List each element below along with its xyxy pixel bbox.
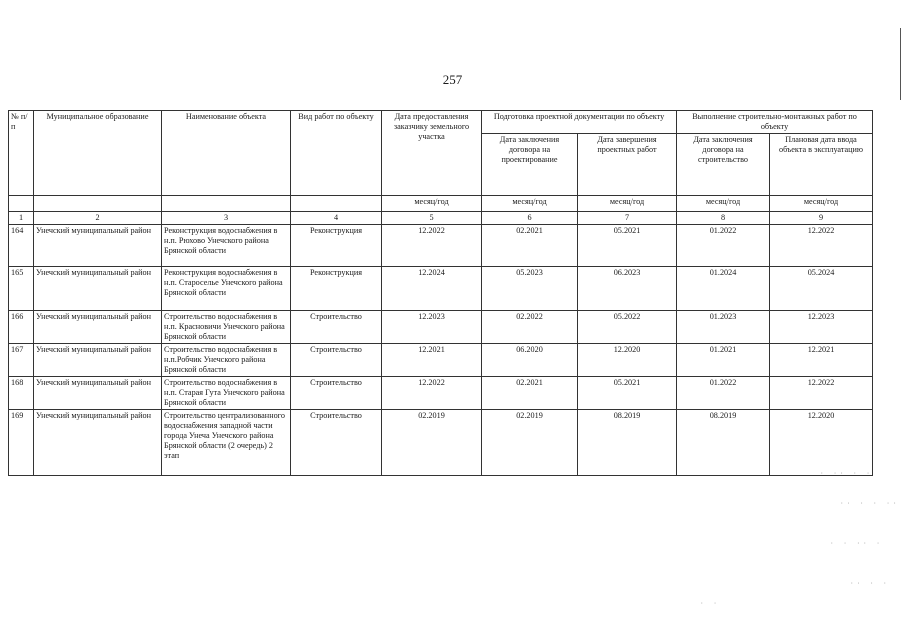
column-number: 8 <box>677 212 770 225</box>
cell-municipality: Унечский муниципальный район <box>34 311 162 344</box>
unit-cell <box>291 196 382 212</box>
cell-design-end-date: 06.2023 <box>578 267 677 311</box>
cell-index: 166 <box>9 311 34 344</box>
cell-commissioning-date: 12.2021 <box>770 344 873 377</box>
cell-municipality: Унечский муниципальный район <box>34 410 162 476</box>
scan-speckle: · · <box>700 600 720 607</box>
cell-construction-contract-date: 08.2019 <box>677 410 770 476</box>
cell-object-name: Строительство централизованного водоснабжения западной части города Унеча Унечского района Брянской области (2 очередь) 2 этап <box>162 410 291 476</box>
table-row <box>9 267 873 311</box>
cell-municipality: Унечский муниципальный район <box>34 267 162 311</box>
unit-cell <box>162 196 291 212</box>
header-municipality: Муниципальное образование <box>34 111 162 196</box>
header-design-contract-date: Дата заключения договора на проектирование <box>482 134 578 196</box>
cell-commissioning-date: 12.2022 <box>770 225 873 267</box>
page-number: 257 <box>442 72 463 87</box>
cell-work-type: Строительство <box>291 344 382 377</box>
cell-design-contract-date: 02.2022 <box>482 311 578 344</box>
unit-cell <box>34 196 162 212</box>
cell-commissioning-date: 12.2023 <box>770 311 873 344</box>
cell-work-type: Строительство <box>291 410 382 476</box>
header-object-name: Наименование объекта <box>162 111 291 196</box>
column-number: 3 <box>162 212 291 225</box>
column-number: 7 <box>578 212 677 225</box>
cell-municipality: Унечский муниципальный район <box>34 225 162 267</box>
cell-land-date: 12.2024 <box>382 267 482 311</box>
unit-cell: месяц/год <box>482 196 578 212</box>
scan-speckle: ·· · · ·· <box>840 500 900 507</box>
cell-design-end-date: 05.2022 <box>578 311 677 344</box>
table-row <box>9 311 873 344</box>
header-construction-contract-date: Дата заключения договора на строительство <box>677 134 770 196</box>
scan-speckle: ·· · · <box>850 580 890 587</box>
column-number: 2 <box>34 212 162 225</box>
cell-construction-contract-date: 01.2024 <box>677 267 770 311</box>
cell-design-end-date: 05.2021 <box>578 377 677 410</box>
cell-design-end-date: 05.2021 <box>578 225 677 267</box>
unit-cell <box>9 196 34 212</box>
cell-land-date: 02.2019 <box>382 410 482 476</box>
cell-land-date: 12.2021 <box>382 344 482 377</box>
cell-municipality: Унечский муниципальный район <box>34 344 162 377</box>
column-number: 9 <box>770 212 873 225</box>
cell-land-date: 12.2022 <box>382 377 482 410</box>
scan-speckle: · ·· · · <box>820 470 873 477</box>
header-index: № п/п <box>9 111 34 196</box>
column-number: 5 <box>382 212 482 225</box>
cell-index: 169 <box>9 410 34 476</box>
header-row-group <box>9 111 873 134</box>
cell-municipality: Унечский муниципальный район <box>34 377 162 410</box>
table-row <box>9 225 873 267</box>
table-row <box>9 344 873 377</box>
cell-commissioning-date: 12.2022 <box>770 377 873 410</box>
cell-design-contract-date: 05.2023 <box>482 267 578 311</box>
cell-index: 167 <box>9 344 34 377</box>
unit-cell: месяц/год <box>770 196 873 212</box>
header-construction-group: Выполнение строительно-монтажных работ по объекту <box>677 111 873 134</box>
cell-index: 164 <box>9 225 34 267</box>
header-commissioning-date: Плановая дата ввода объекта в эксплуатацию <box>770 134 873 196</box>
unit-cell: месяц/год <box>677 196 770 212</box>
scan-speckle: · · ·· · <box>830 540 883 547</box>
cell-commissioning-date: 12.2020 <box>770 410 873 476</box>
cell-object-name: Строительство водоснабжения в н.п. Красновичи Унечского района Брянской области <box>162 311 291 344</box>
cell-work-type: Строительство <box>291 377 382 410</box>
cell-land-date: 12.2022 <box>382 225 482 267</box>
cell-construction-contract-date: 01.2021 <box>677 344 770 377</box>
unit-cell: месяц/год <box>578 196 677 212</box>
cell-object-name: Строительство водоснабжения в н.п.Робчик Унечского района Брянской области <box>162 344 291 377</box>
cell-commissioning-date: 05.2024 <box>770 267 873 311</box>
cell-index: 165 <box>9 267 34 311</box>
objects-table <box>8 110 873 476</box>
column-number: 6 <box>482 212 578 225</box>
cell-design-contract-date: 06.2020 <box>482 344 578 377</box>
header-work-type: Вид работ по объекту <box>291 111 382 196</box>
cell-design-end-date: 12.2020 <box>578 344 677 377</box>
header-design-end-date: Дата завершения проектных работ <box>578 134 677 196</box>
cell-design-end-date: 08.2019 <box>578 410 677 476</box>
cell-object-name: Строительство водоснабжения в н.п. Старая Гута Унечского района Брянской области <box>162 377 291 410</box>
cell-construction-contract-date: 01.2023 <box>677 311 770 344</box>
cell-design-contract-date: 02.2019 <box>482 410 578 476</box>
page-edge-line <box>900 28 901 100</box>
cell-object-name: Реконструкция водоснабжения в н.п. Староселье Унечского района Брянской области <box>162 267 291 311</box>
unit-cell: месяц/год <box>382 196 482 212</box>
table-row <box>9 377 873 410</box>
cell-work-type: Строительство <box>291 311 382 344</box>
header-design-group: Подготовка проектной документации по объекту <box>482 111 677 134</box>
column-numbers-row <box>9 212 873 225</box>
header-units-row <box>9 196 873 212</box>
column-number: 1 <box>9 212 34 225</box>
column-number: 4 <box>291 212 382 225</box>
cell-index: 168 <box>9 377 34 410</box>
cell-land-date: 12.2023 <box>382 311 482 344</box>
cell-work-type: Реконструкция <box>291 225 382 267</box>
table-row <box>9 410 873 476</box>
cell-construction-contract-date: 01.2022 <box>677 225 770 267</box>
cell-work-type: Реконструкция <box>291 267 382 311</box>
cell-design-contract-date: 02.2021 <box>482 377 578 410</box>
cell-construction-contract-date: 01.2022 <box>677 377 770 410</box>
cell-design-contract-date: 02.2021 <box>482 225 578 267</box>
cell-object-name: Реконструкция водоснабжения в н.п. Рюхово Унечского района Брянской области <box>162 225 291 267</box>
header-land-date: Дата предоставления заказчику земельного участка <box>382 111 482 196</box>
